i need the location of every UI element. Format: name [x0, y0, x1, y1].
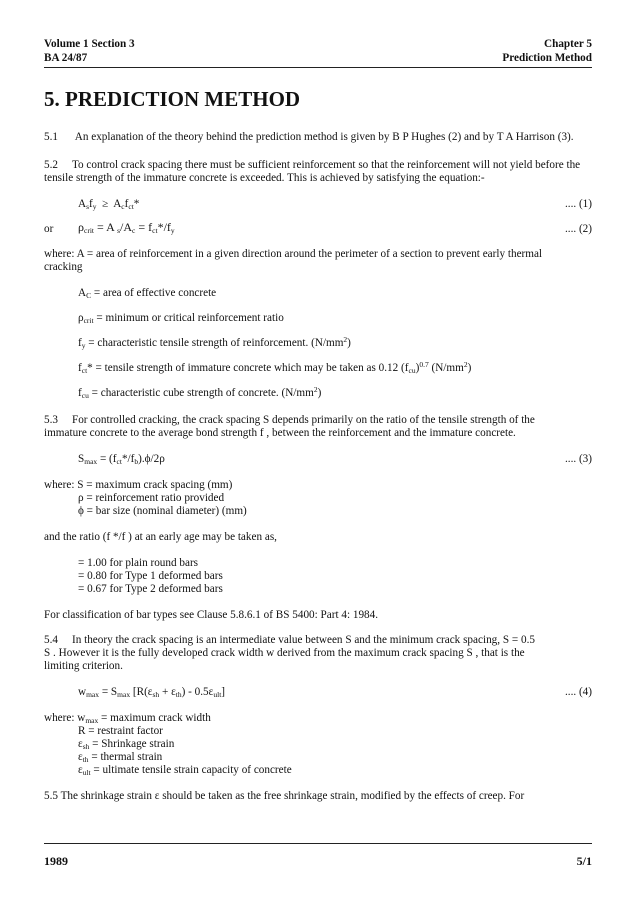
header-chapter-title: Prediction Method: [502, 52, 592, 64]
para-text: An explanation of the theory behind the prediction method is given by B P Hughes (2) and by T A Harrison (3).: [74, 131, 574, 143]
where-phi: ϕ = bar size (nominal diameter) (mm): [78, 505, 247, 517]
header-volume: Volume 1 Section 3: [44, 38, 135, 50]
where-rho: ρ = reinforcement ratio provided: [78, 492, 225, 504]
def-fcu: $f_{cu}$ = characteristic cube strength of concrete. $(N/mm^2)$: [78, 385, 322, 400]
para-5-4-cont: S . However it is the fully developed crack width w derived from the maximum crack spacing S , that is the: [44, 647, 525, 659]
ratio-plain: = 1.00 for plain round bars: [78, 557, 199, 569]
para-num: 5.3: [44, 414, 58, 426]
header-rule: [44, 67, 592, 68]
def-fct: $f_{ct}*$ = tensile strength of immature concrete which may be taken as 0.12 $(f_{cu})^{0.7}$ $(N/mm^2)$: [78, 360, 472, 375]
where-eth: $\varepsilon_{th}$ = thermal strain: [78, 751, 163, 764]
para-5-4-cont2: limiting criterion.: [44, 660, 123, 672]
ratio-type1: = 0.80 for Type 1 deformed bars: [78, 570, 223, 582]
footer-page-number: 5/1: [576, 854, 592, 868]
equation-4: $w_{max} = S_{max}$ $[R(\varepsilon_{sh} + \varepsilon_{th}) - 0.5\varepsilon_{ult}]$: [78, 686, 226, 699]
page-title: 5. PREDICTION METHOD: [44, 87, 301, 111]
para-text: To control crack spacing there must be sufficient reinforcement so that the reinforcement will not yield before the: [71, 159, 581, 171]
ratio-intro: and the ratio (f */f ) at an early age may be taken as,: [44, 531, 277, 543]
para-text: In theory the crack spacing is an intermediate value between S and the minimum crack spacing, S = 0.5: [71, 634, 535, 646]
where-as-definition: where: A = area of reinforcement in a given direction around the perimeter of a section to prevent early thermal: [44, 248, 543, 260]
para-5-5: 5.5 The shrinkage strain ε should be taken as the free shrinkage strain, modified by the effects of creep. For: [44, 790, 525, 802]
para-num: 5.2: [44, 159, 58, 171]
equation-1-number: .... (1): [564, 198, 592, 210]
where-r: R = restraint factor: [78, 725, 163, 737]
para-5-3: [44, 414, 535, 427]
para-5-4: [44, 634, 535, 647]
equation-2: $\rho_{crit} = A$ $_s/A_c = f_{ct}*/f_y$: [78, 220, 175, 235]
footer-rule: [44, 843, 592, 844]
footer-year: 1989: [44, 854, 68, 868]
equation-3: $S_{max} = (f_{ct}*/f_b).\phi/2\rho$: [78, 453, 165, 466]
equation-3-number: .... (3): [564, 453, 592, 465]
para-5-3-cont: immature concrete to the average bond strength f , between the reinforcement and the immature concrete.: [44, 427, 516, 439]
para-num: 5.1: [44, 131, 58, 143]
para-5-1: [44, 131, 574, 144]
header-chapter: Chapter 5: [544, 38, 592, 50]
equation-2-number: .... (2): [564, 223, 592, 235]
para-text: For controlled cracking, the crack spacing S depends primarily on the ratio of the tensile strength of the: [71, 414, 535, 426]
def-rho-crit: $\rho_{crit}$ = minimum or critical reinforcement ratio: [78, 312, 284, 325]
equation-4-number: .... (4): [564, 686, 592, 698]
equation-1: $A_sf_y \ge A_cf_{ct}*$: [78, 198, 140, 211]
para-num: 5.4: [44, 634, 58, 646]
para-5-2: [44, 159, 580, 172]
where-as-definition-cont: cracking: [44, 261, 83, 273]
para-5-2-cont: tensile strength of the immature concrete is exceeded. This is achieved by satisfying the equation:-: [44, 172, 485, 184]
where-smax: where: S = maximum crack spacing (mm): [44, 479, 233, 491]
def-ac: $A_C$ = area of effective concrete: [78, 287, 217, 300]
classification-note: For classification of bar types see Clause 5.8.6.1 of BS 5400: Part 4: 1984.: [44, 609, 379, 621]
def-fy: $f_y$ = characteristic tensile strength of reinforcement. $(N/mm^2)$: [78, 335, 351, 350]
where-wmax: where: $w_{max}$ = maximum crack width: [44, 712, 211, 725]
where-esh: $\varepsilon_{sh}$ = Shrinkage strain: [78, 738, 175, 751]
ratio-type2: = 0.67 for Type 2 deformed bars: [78, 583, 223, 595]
header-doc: BA 24/87: [44, 52, 88, 64]
where-eult: $\varepsilon_{ult}$ = ultimate tensile strain capacity of concrete: [78, 764, 292, 777]
equation-2-prefix: or: [44, 223, 54, 235]
